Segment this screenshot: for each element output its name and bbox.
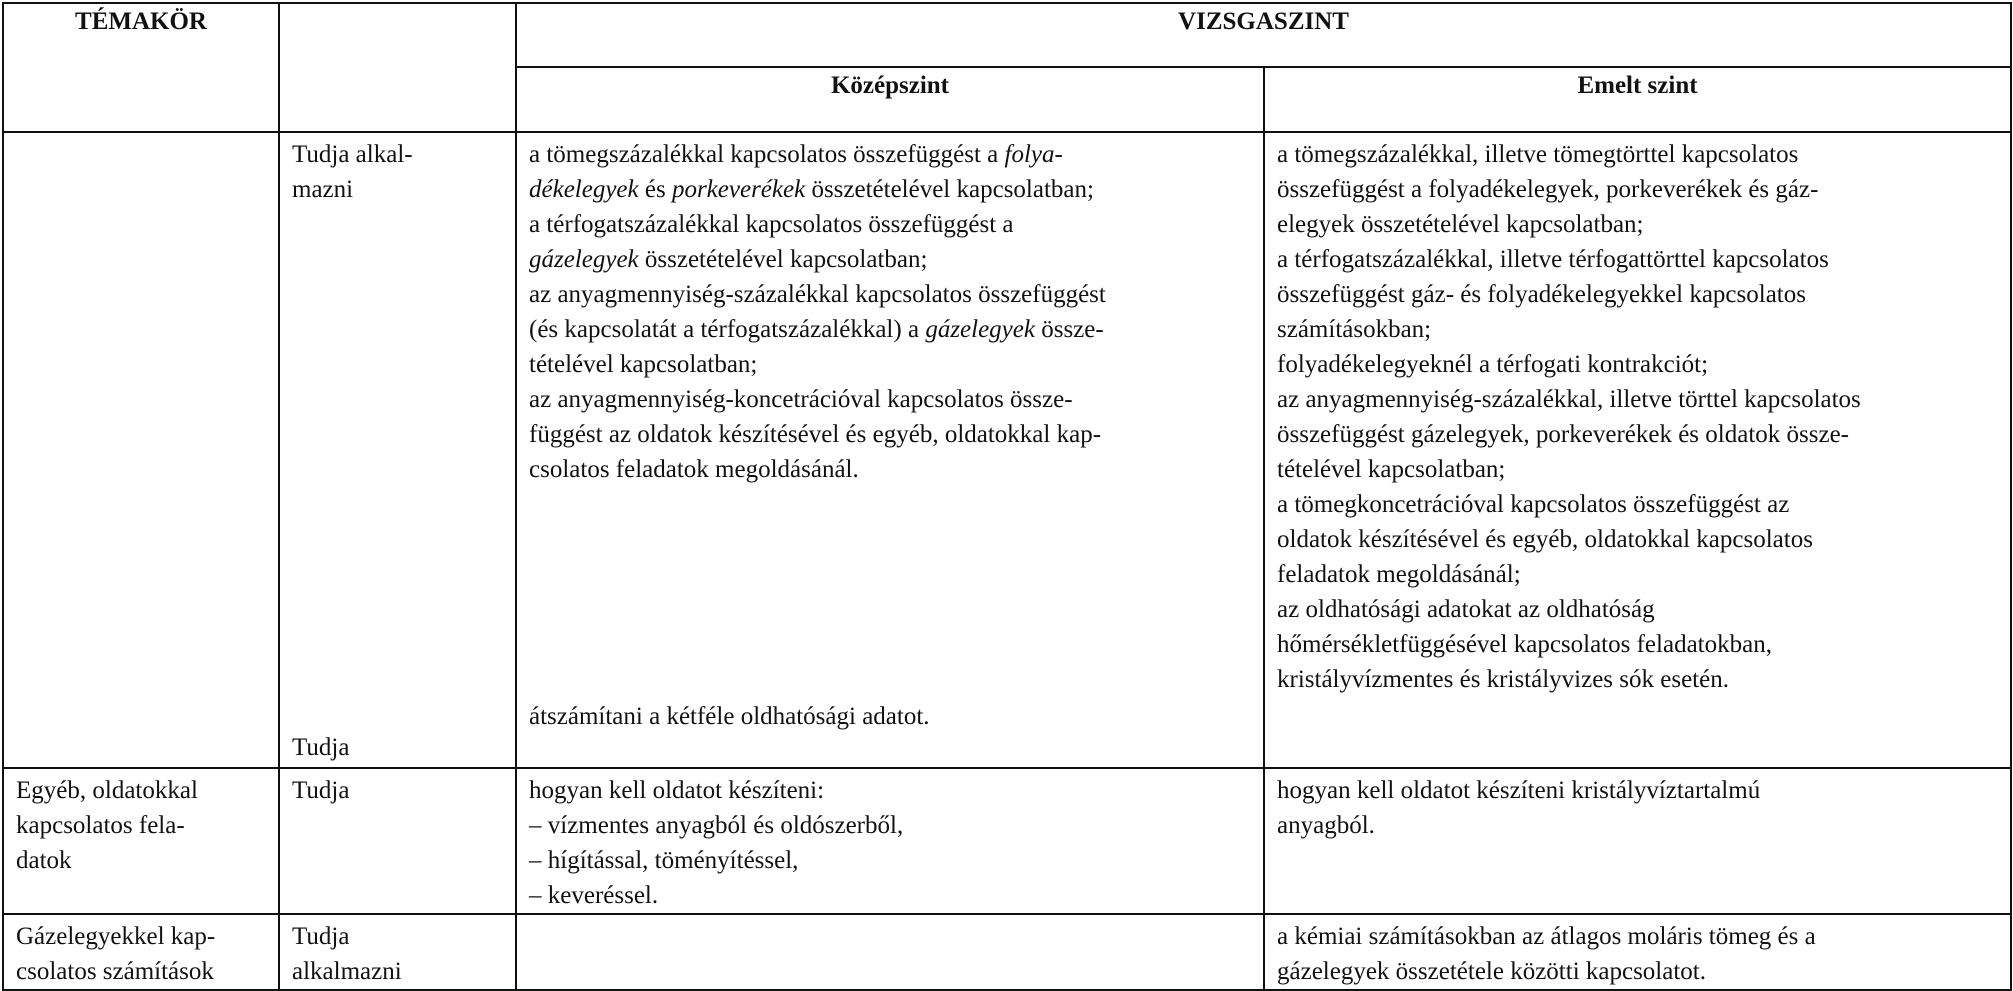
row1-high-line: számításokban; xyxy=(1277,316,1432,343)
row1-mid-line: az anyagmennyiség-százalékkal kapcsolatos összefüggést xyxy=(529,281,1106,308)
row1-mid-line: csolatos feladatok megoldásánál. xyxy=(529,456,859,483)
row1-high xyxy=(1264,132,2011,768)
header-high xyxy=(1264,67,2011,132)
row2-skill xyxy=(279,768,516,914)
row1-high-line: az anyagmennyiség-százalékkal, illetve törttel kapcsolatos xyxy=(1277,386,1861,413)
row1-skill-line: Tudja alkal- xyxy=(292,141,413,168)
header-topic-label: TÉMAKÖR xyxy=(75,8,207,35)
row1-high-line: elegyek összetételével kapcsolatban; xyxy=(1277,211,1644,238)
header-row-1 xyxy=(3,3,2011,67)
row3-high-line: a kémiai számításokban az átlagos moláris tömeg és a xyxy=(1277,923,1816,950)
row1-mid-line: gázelegyek összetételével kapcsolatban; xyxy=(529,246,928,273)
header-mid-label: Középszint xyxy=(830,72,950,99)
row3-topic-line: csolatos számítások xyxy=(16,958,214,985)
row2-mid-line: – hígítással, töményítéssel, xyxy=(529,847,799,874)
table-row xyxy=(3,132,2011,768)
row2-topic-line: datok xyxy=(16,847,72,874)
row2-topic-line: Egyéb, oldatokkal xyxy=(16,777,198,804)
header-high-label: Emelt szint xyxy=(1577,72,1698,99)
exam-requirements-table xyxy=(2,2,2012,991)
row1-high-line: a tömegszázalékkal, illetve tömegtörttel kapcsolatos xyxy=(1277,141,1799,168)
row1-high-line: összefüggést gáz- és folyadékelegyekkel kapcsolatos xyxy=(1277,281,1806,308)
row2-mid-line: – keveréssel. xyxy=(529,882,659,909)
row1-high-line: az oldhatósági adatokat az oldhatóság xyxy=(1277,596,1655,623)
header-level-label: VIZSGASZINT xyxy=(1178,8,1349,35)
row3-skill xyxy=(279,914,516,990)
row3-high xyxy=(1264,914,2011,990)
row1-skill xyxy=(279,132,516,768)
row3-skill-line: Tudja xyxy=(292,923,350,950)
row3-high-line: gázelegyek összetétele közötti kapcsolatot. xyxy=(1277,958,1706,985)
row2-high-line: anyagból. xyxy=(1277,812,1375,839)
row2-high xyxy=(1264,768,2011,914)
row2-mid-line: – vízmentes anyagból és oldószerből, xyxy=(529,812,904,839)
row1-high-line: folyadékelegyeknél a térfogati kontrakciót; xyxy=(1277,351,1709,378)
row1-high-line: hőmérsékletfüggésével kapcsolatos feladatokban, xyxy=(1277,631,1772,658)
header-topic xyxy=(3,3,279,132)
row1-mid-line: a tömegszázalékkal kapcsolatos összefüggést a folya- xyxy=(529,141,1063,168)
row3-topic xyxy=(3,914,279,990)
row2-high-line: hogyan kell oldatot készíteni kristályvíztartalmú xyxy=(1277,777,1761,804)
row1-high-line: oldatok készítésével és egyéb, oldatokkal kapcsolatos xyxy=(1277,526,1813,553)
row1-skill-bottom: Tudja xyxy=(292,734,350,761)
row1-high-line: a tömegkoncetrációval kapcsolatos összefüggést az xyxy=(1277,491,1790,518)
row1-mid-line: függést az oldatok készítésével és egyéb, oldatokkal kap- xyxy=(529,421,1102,448)
header-mid xyxy=(516,67,1264,132)
row1-high-line: összefüggést gázelegyek, porkeverékek és oldatok össze- xyxy=(1277,421,1849,448)
table-row xyxy=(3,914,2011,990)
row1-high-line: feladatok megoldásánál; xyxy=(1277,561,1521,588)
row1-mid-line: az anyagmennyiség-koncetrációval kapcsolatos össze- xyxy=(529,386,1073,413)
row1-mid-line: tételével kapcsolatban; xyxy=(529,351,758,378)
row1-mid-line: (és kapcsolatát a térfogatszázalékkal) a gázelegyek össze- xyxy=(529,316,1104,343)
row3-topic-line: Gázelegyekkel kap- xyxy=(16,923,216,950)
row1-high-line: tételével kapcsolatban; xyxy=(1277,456,1506,483)
table-row xyxy=(3,768,2011,914)
header-level xyxy=(516,3,2011,67)
row1-mid-bottom: átszámítani a kétféle oldhatósági adatot. xyxy=(529,703,930,730)
row1-mid-line: a térfogatszázalékkal kapcsolatos összefüggést a xyxy=(529,211,1014,238)
row1-topic xyxy=(3,132,279,768)
row2-topic-line: kapcsolatos fela- xyxy=(16,812,185,839)
row1-high-line: a térfogatszázalékkal, illetve térfogattörttel kapcsolatos xyxy=(1277,246,1829,273)
row2-mid-line: hogyan kell oldatot készíteni: xyxy=(529,777,825,804)
row3-skill-line: alkalmazni xyxy=(292,958,402,985)
row2-skill-line: Tudja xyxy=(292,777,350,804)
header-empty xyxy=(279,3,516,132)
row3-mid xyxy=(516,914,1264,990)
row2-mid xyxy=(516,768,1264,914)
row1-high-line: kristályvízmentes és kristályvizes sók esetén. xyxy=(1277,666,1729,693)
row1-skill-line: mazni xyxy=(292,176,354,203)
row2-topic xyxy=(3,768,279,914)
row1-mid xyxy=(516,132,1264,768)
row1-high-line: összefüggést a folyadékelegyek, porkeverékek és gáz- xyxy=(1277,176,1819,203)
row1-mid-line: dékelegyek és porkeverékek összetételével kapcsolatban; xyxy=(529,176,1094,203)
